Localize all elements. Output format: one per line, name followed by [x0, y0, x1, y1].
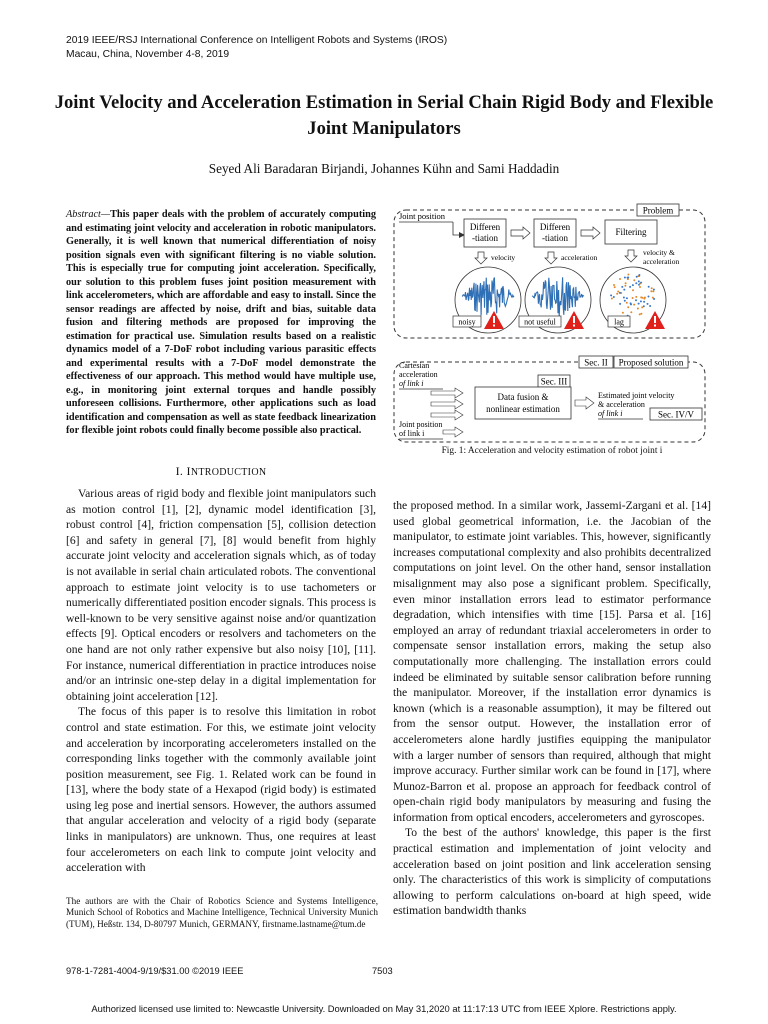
section-heading-introduction: [66, 464, 376, 479]
scatter-point: [630, 302, 632, 304]
velocity-label: velocity: [491, 253, 516, 262]
scatter-point: [629, 286, 631, 288]
data-fusion-label-2: nonlinear estimation: [486, 404, 560, 414]
paragraph: the proposed method. In a similar work, Jassemi-Zargani et al. [14] used global geometrical information, i.e. the Jacobian of the manipulator, to estimate joint variables. This, however, significantly increases computational complexity and also prohibits decentralized computations on joint level. On the other hand, sensor installation misalignment may also pose a significant problem. Specifically, even minor installation errors lead to estimator performance degradation, which intensifies with time [15]. Parsa et al. [16] employed an array of redundant triaxial accelerometers in order to compensate sensor installation errors, making the setup also computationally more challenging. The installation errors could indeed be eliminated by suitable sensor calibration before running the manipulator. Moreover, if the installation error dynamics is known (which is a reasonable assumption), it may be filtered out from the sensor output. However, the installation error of accelerometers alone hardly justifies equipping the manipulator with a larger number of sensors than required, although that might improve accuracy. Further similar work can be found in [17], where Munoz-Barron et al. propose an approach for feedback control of open-chain rigid body manipulators by measuring and fusing the information from optical encoders, accelerometers and gyroscopes.: [393, 499, 711, 824]
warning-lag-label: lag: [614, 317, 624, 327]
scatter-point: [640, 313, 642, 315]
abstract-text: This paper deals with the problem of accurately computing and estimating joint velocity and acceleration in robotic manipulators. Generally, it is well known that numerical differentiation of noisy position signals even with significant filtering is no viable solution. This is especially true for computing joint acceleration. Specifically, our solution to this problem fuses joint position measurement with link accelerometers, which are affordable and easy to install. Since the sensor readings are affected by noise, drift and bias, suitable data fusion and filtering methods are proposed for improving the estimation for practical use. Simulation results based on a realistic dynamics model of a 7-DoF robot including various parasitic effects and experimental results with a 7-DoF model demonstrate the effectiveness of our approach. This method would have multiple use, e.g., in monitoring joint external torques and handle possibly unforeseen collisions. Furthermore, other applications such as load identification and compensation as well as state feedback linearization for flexible joint robots could finally become possible also practical.: [66, 209, 376, 436]
scatter-point: [625, 282, 627, 284]
differentiation-box-2-line-1: Differen: [539, 222, 571, 232]
cartesian-label-3: of link i: [399, 379, 424, 388]
scatter-point: [641, 297, 643, 299]
differentiation-box-2-line-2: -tiation: [542, 233, 568, 243]
scatter-point: [639, 286, 641, 288]
right-column-body: [393, 498, 711, 919]
figure-1: [393, 203, 711, 443]
scatter-point: [640, 282, 642, 284]
cartesian-label-2: acceleration: [399, 370, 438, 379]
differentiation-box-1-line-2: -tiation: [472, 233, 498, 243]
scatter-point: [635, 299, 637, 301]
left-column-body: [66, 486, 376, 876]
scatter-point: [622, 312, 624, 314]
input-arrows: [431, 388, 463, 420]
scatter-point: [651, 287, 653, 289]
scatter-point: [626, 297, 628, 299]
scatter-point: [613, 284, 615, 286]
scatter-point: [621, 286, 623, 288]
arrow-right-icon: [575, 397, 594, 409]
figure-1-caption: Fig. 1: Acceleration and velocity estimation of robot joint i: [441, 446, 663, 456]
velocity-acceleration-label-1: velocity &: [643, 248, 675, 257]
scatter-point: [650, 290, 652, 292]
velocity-acceleration-label-2: acceleration: [643, 257, 680, 266]
arrow-right-icon: [511, 227, 530, 239]
warning-noisy-label: noisy: [458, 317, 476, 327]
paragraph: Various areas of rigid body and flexible joint manipulators such as motion control [1], [2], dynamic model identification [3], robust control [4], friction compensation [5], collision detection [6] and safety in general [7], [8] would benefit from highly accurate joint velocity and acceleration signals which, as of today is not available in serial chain articulated robots. The conventional approach to estimate joint velocity is to use tachometers or numerically differentiated position encoder signals. This process is well-known to be very sensitive against noise and/or quantization effects [9]. Optical encoders or resolvers and tachometers on the one hand are not only rather expensive but also noisy [10], [11]. For instance, numerical differentiation in practice introduces noise and/or an intrinsic one-step delay in a digital implementation for obtaining joint acceleration [12].: [66, 487, 376, 703]
arrow-down-icon: [545, 252, 557, 264]
scatter-point: [632, 284, 634, 286]
scatter-point: [652, 290, 654, 292]
scatter-point: [624, 285, 626, 287]
conference-line-1: 2019 IEEE/RSJ International Conference on Intelligent Robots and Systems (IROS): [66, 35, 448, 46]
section-title-rest: NTRODUCTION: [190, 467, 267, 478]
scatter-point: [649, 305, 651, 307]
conference-line-2: Macau, China, November 4-8, 2019: [66, 49, 230, 60]
scatter-point: [643, 305, 645, 307]
scatter-point: [637, 308, 639, 310]
scatter-point: [653, 298, 655, 300]
scatter-point: [640, 300, 642, 302]
scatter-point: [624, 277, 626, 279]
proposed-solution-label: Proposed solution: [618, 357, 684, 368]
scatter-point: [653, 289, 655, 291]
paper-title: Joint Velocity and Acceleration Estimation in Serial Chain Rigid Body and Flexible Joint Manipulators: [54, 92, 714, 139]
sec-iii-label: Sec. III: [540, 376, 568, 387]
estimated-label-3: of link i: [598, 409, 623, 418]
arrow-down-icon: [475, 252, 487, 264]
scatter-point: [632, 289, 634, 291]
cartesian-label-1: Cartesian: [399, 361, 430, 370]
filtering-label: Filtering: [615, 227, 647, 237]
scatter-point: [638, 274, 640, 276]
joint-position-label: Joint position: [399, 211, 446, 221]
conference-header: [66, 34, 447, 62]
scatter-point: [623, 289, 625, 291]
abstract: [66, 208, 376, 438]
author-footnote: The authors are with the Chair of Robotics Science and Systems Intelligence, Munich School of Robotics and Machine Intelligence, Technical University Munich (TUM), Heßstr. 134, D-80797 Munich, GERMANY, firstname.lastname@tum.de: [66, 896, 378, 929]
scatter-point: [647, 303, 649, 305]
scatter-point: [633, 304, 635, 306]
acceleration-label: acceleration: [561, 253, 598, 262]
scatter-point: [614, 286, 616, 288]
scatter-point: [635, 296, 637, 298]
abstract-label: Abstract—: [66, 209, 111, 220]
differentiation-box-1-line-1: Differen: [469, 222, 501, 232]
scatter-point: [632, 297, 634, 299]
scatter-point: [623, 297, 625, 299]
section-title-first: I: [186, 464, 191, 478]
scatter-point: [627, 306, 629, 308]
paragraph: To the best of the authors' knowledge, this paper is the first practical estimation and implementation of joint velocity and acceleration based on joint position and link acceleration sensing only. The characteristics of this work is simplicity of computations allowing to perform calculations on-board at high speed, wide estimation bandwidth thanks: [393, 826, 711, 918]
joint-position-link-label-2: of link i: [399, 429, 425, 438]
sec-ii-label: Sec. II: [584, 357, 608, 368]
arrow-right-icon: [443, 427, 463, 437]
figure-1-diagram: [393, 203, 711, 443]
scatter-point: [611, 298, 613, 300]
scatter-point: [636, 276, 638, 278]
arrow-down-icon: [625, 250, 637, 262]
license-notice: Authorized licensed use limited to: Newcastle University. Downloaded on May 31,2020 at 11:17:13 UTC from IEEE Xplore. Restrictions apply.: [91, 1003, 677, 1014]
copyright-notice: 978-1-7281-4004-9/19/$31.00 ©2019 IEEE: [66, 966, 244, 976]
scatter-point: [648, 286, 650, 288]
page-number: 7503: [372, 966, 393, 976]
scatter-point: [616, 293, 618, 295]
estimated-label-2: & acceleration: [598, 400, 645, 409]
scatter-point: [619, 292, 621, 294]
scatter-point: [619, 303, 621, 305]
scatter-point: [638, 280, 640, 282]
scatter-point: [613, 296, 615, 298]
scatter-point: [627, 274, 629, 276]
scatter-point: [635, 282, 637, 284]
sec-iv-v-label: Sec. IV/V: [658, 409, 694, 420]
scatter-point: [619, 278, 621, 280]
scatter-point: [624, 300, 626, 302]
scatter-point: [638, 303, 640, 305]
problem-label: Problem: [642, 205, 674, 216]
paper-authors: Seyed Ali Baradaran Birjandi, Johannes Kühn and Sami Haddadin: [208, 161, 560, 176]
scatter-point: [610, 294, 612, 296]
joint-position-link-label-1: Joint position: [399, 420, 443, 429]
scatter-point: [644, 297, 646, 299]
scatter-point: [626, 302, 628, 304]
scatter-point: [648, 296, 650, 298]
data-fusion-label-1: Data fusion &: [497, 392, 549, 402]
scatter-point: [630, 311, 632, 313]
estimated-label-1: Estimated joint velocity: [598, 391, 675, 400]
scatter-point: [639, 313, 641, 315]
warning-not-useful-label: not useful: [524, 317, 556, 327]
section-number: I.: [175, 464, 184, 478]
scatter-point: [643, 301, 645, 303]
paragraph: The focus of this paper is to resolve this limitation in robot control and state estimation. For this, we estimate joint velocity and acceleration by incorporating accelerometers installed on the corresponding links together with the commonly available joint position measurement, see Fig. 1. Related work can be found in [13], where the body state of a Hexapod (rigid body) is estimated using leg pose and inertial sensors. However, the authors assumed that angular acceleration and velocity of a rigid body (separate links in manipulators) are unknown. Thus, one requires at least four accelerometers on each link to compute joint velocity and acceleration with: [66, 705, 376, 875]
arrow-right-icon: [581, 227, 600, 239]
scatter-point: [633, 279, 635, 281]
scatter-point: [627, 277, 629, 279]
scatter-point: [641, 306, 643, 308]
scatter-point: [617, 291, 619, 293]
